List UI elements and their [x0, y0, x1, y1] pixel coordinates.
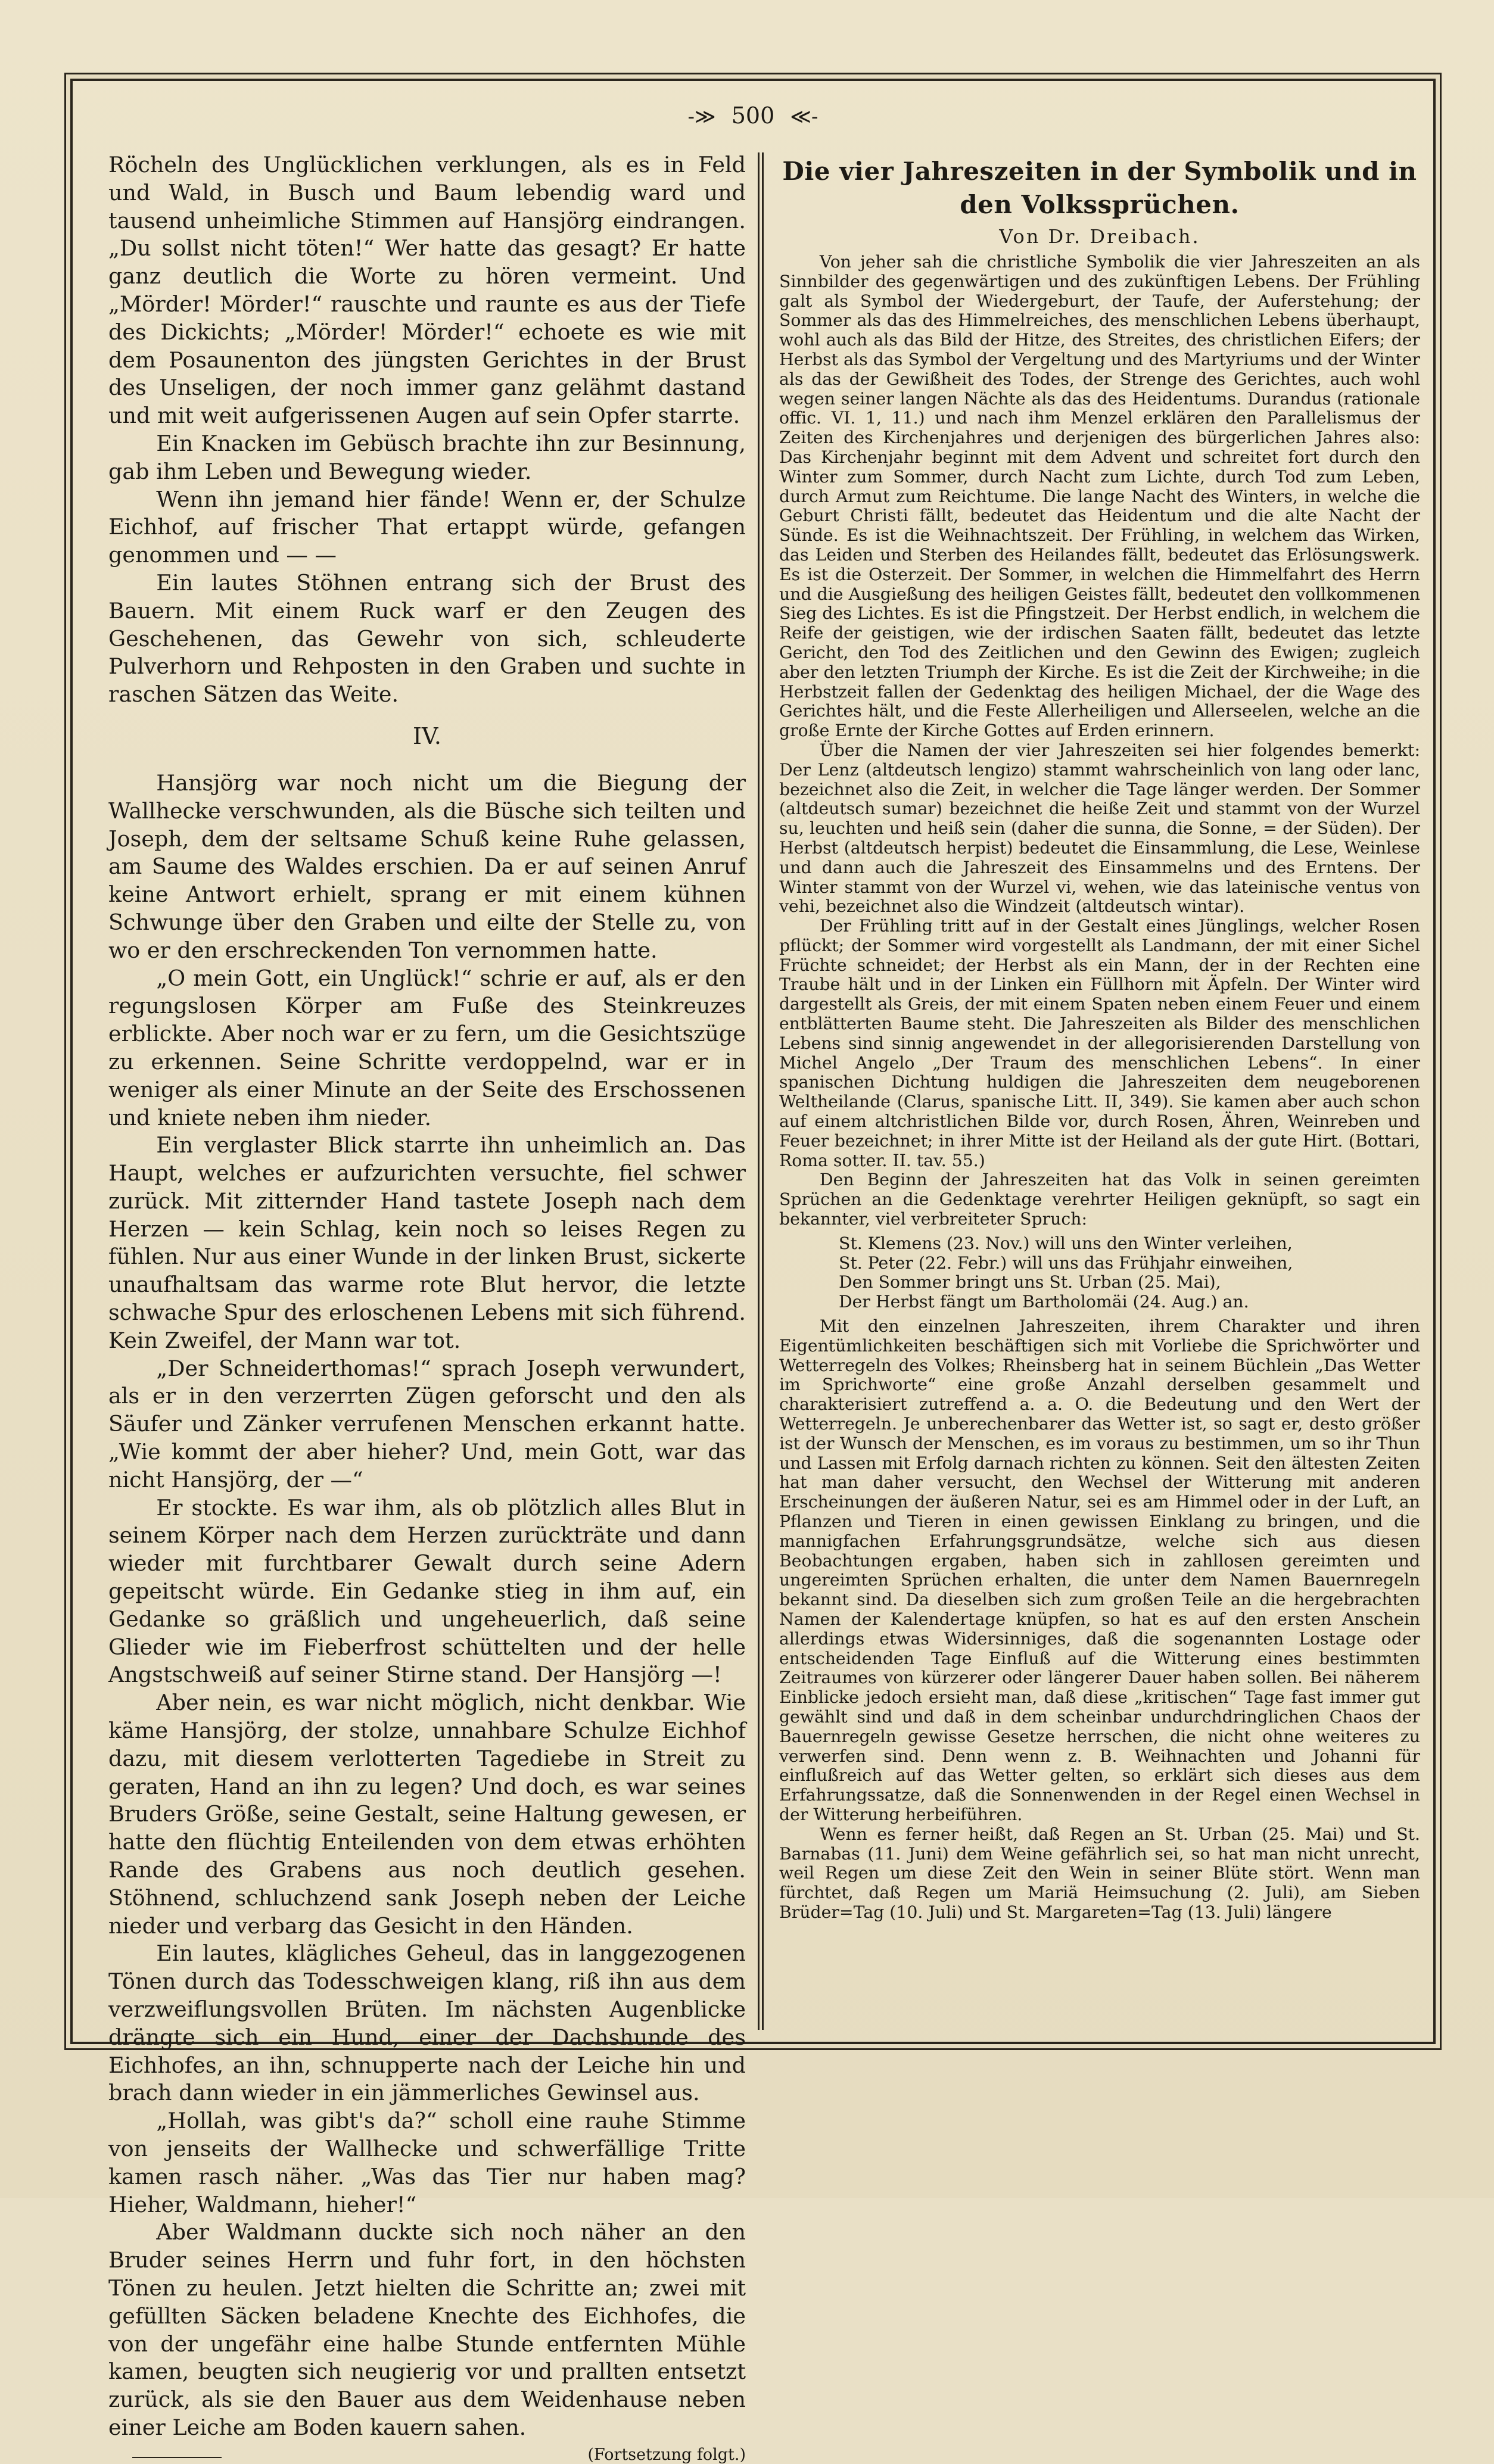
story-paragraph: „Der Schneiderthomas!“ sprach Joseph verwundert, als er in den verzerrten Zügen geforscht und den als Säufer und Zänker verrufenen Menschen erkannt hatte. „Wie kommt der aber hieher? Und, mein Gott, war das nicht Hansjörg, der —“: [108, 1355, 746, 1493]
header-ornament-right: ≪-: [790, 105, 818, 129]
header-ornament-left: -≫: [687, 105, 716, 129]
end-rule: [132, 2457, 222, 2458]
story-paragraph: Röcheln des Unglücklichen verklungen, als es in Feld und Wald, in Busch und Baum lebendig ward und tausend unheimliche Stimmen auf Hansjörg eindrangen. „Du sollst nicht töten!“ Wer hatte das gesagt? Er hatte ganz deutlich die Worte zu hören vermeint. Und „Mörder! Mörder!“ rauschte und raunte es aus der Tiefe des Dickichts; „Mörder! Mörder!“ echoete es wie mit dem Posaunenton des jüngsten Gerichtes in der Brust des Unseligen, der noch immer ganz gelähmt dastand und mit weit aufgerissenen Augen auf sein Opfer starrte.: [108, 152, 746, 429]
column-divider: [758, 152, 764, 2030]
chapter-number: IV.: [413, 722, 441, 749]
continuation-note: (Fortsetzung folgt.): [587, 2445, 746, 2464]
verse-line: Den Sommer bringt uns St. Urban (25. Mai),: [839, 1272, 1221, 1292]
article-paragraph: Den Beginn der Jahreszeiten hat das Volk in seinen gereimten Sprüchen an die Gedenktage verehrter Heiligen geknüpft, so sagt ein bekannter, viel verbreiteter Spruch:: [779, 1170, 1420, 1229]
article-author: Von Dr. Dreibach.: [999, 225, 1200, 248]
page-header: [73, 102, 1433, 129]
story-paragraph: Er stockte. Es war ihm, als ob plötzlich alles Blut in seinem Körper nach dem Herzen zurückträte und dann wieder mit furchtbarer Gewalt durch seine Adern gepeitscht würde. Ein Gedanke stieg in ihm auf, ein Gedanke so gräßlich und ungeheuerlich, daß seine Glieder wie im Fieberfrost schüttelten und der helle Angstschweiß auf seiner Stirne stand. Der Hansjörg —!: [108, 1494, 746, 1688]
story-paragraph: Hansjörg war noch nicht um die Biegung der Wallhecke verschwunden, als die Büsche sich teilten und Joseph, dem der seltsame Schuß keine Ruhe gelassen, am Saume des Waldes erschien. Da er auf seinen Anruf keine Antwort erhielt, sprang er mit einem kühnen Schwunge über den Graben und eilte der Stelle zu, von wo er den erschreckenden Ton vernommen hatte.: [108, 770, 746, 963]
left-column: [108, 151, 746, 2464]
story-paragraph: Wenn ihn jemand hier fände! Wenn er, der Schulze Eichhof, auf frischer That ertappt würde, gefangen genommen und — —: [108, 486, 746, 568]
page-number: 500: [731, 102, 775, 129]
verse-line: St. Peter (22. Febr.) will uns das Frühjahr einweihen,: [839, 1253, 1293, 1273]
article-paragraph: Mit den einzelnen Jahreszeiten, ihrem Charakter und ihren Eigentümlichkeiten beschäftigen sich mit Vorliebe die Sprichwörter und Wetterregeln des Volkes; Rheinsberg hat in seinem Büchlein „Das Wetter im Sprichworte“ eine große Anzahl derselben gesammelt und charakterisiert zutreffend a. a. O. die Bedeutung und den Wert der Wetterregeln. Je unberechenbarer das Wetter ist, so sagt er, desto größer ist der Wunsch der Menschen, es im voraus zu bestimmen, um so ihr Thun und Lassen mit Erfolg darnach richten zu können. Seit den ältesten Zeiten hat man daher versucht, den Wechsel der Witterung mit anderen Erscheinungen der äußeren Natur, sei es am Himmel oder in der Luft, an Pflanzen und Tieren in einen gewissen Einklang zu bringen, und die mannigfachen Erfahrungsgrundsätze, welche sich aus diesen Beobachtungen ergaben, haben sich in zahllosen gereimten und ungereimten Sprüchen erhalten, die unter dem Namen Bauernregeln bekannt sind. Da dieselben sich zum großen Teile an die hergebrachten Namen der Kalendertage knüpfen, so hat es auf den ersten Anschein allerdings etwas Widersinniges, daß die sogenannten Lostage oder entscheidenden Tage Einfluß auf die Witterung eines bestimmten Zeitraumes von kürzerer oder längerer Dauer haben sollen. Bei näherem Einblicke jedoch ersieht man, daß diese „kritischen“ Tage fast immer gut gewählt sind und daß in dem scheinbar undurchdringlichen Chaos der Bauernregeln gewisse Gesetze herrschen, die nicht ohne weiteres zu verwerfen sind. Denn wenn z. B. Weihnachten und Johanni für einflußreich auf das Wetter gelten, so erklärt sich dieses aus dem Erfahrungssatze, daß die Sonnenwenden in der Regel einen Wechsel in der Witterung herbeiführen.: [779, 1316, 1420, 1824]
article-title: Die vier Jahreszeiten in der Symbolik und in den Volkssprüchen.: [782, 157, 1417, 219]
article-paragraph: Der Frühling tritt auf in der Gestalt eines Jünglings, welcher Rosen pflückt; der Sommer wird vorgestellt als Landmann, der mit einer Sichel Früchte schneidet; der Herbst als ein Mann, der in der Rechten eine Traube hält und in der Linken ein Füllhorn mit Äpfeln. Der Winter wird dargestellt als Greis, der mit einem Spaten neben einem Feuer und einem entblätterten Baume steht. Die Jahreszeiten als Bilder des menschlichen Lebens sind sinnig angewendet in der allegorisierenden Darstellung von Michel Angelo „Der Traum des menschlichen Lebens“. In einer spanischen Dichtung huldigen die Jahreszeiten dem neugeborenen Weltheilande (Clarus, spanische Litt. II, 349). Sie kamen aber auch schon auf einem altchristlichen Bilde vor, durch Rosen, Ähren, Weinreben und Feuer bezeichnet; in ihrer Mitte ist der Heiland als der gute Hirt. (Bottari, Roma sotter. II. tav. 55.): [779, 916, 1420, 1170]
story-paragraph: Ein lautes Stöhnen entrang sich der Brust des Bauern. Mit einem Ruck warf er den Zeugen des Geschehenen, das Gewehr von sich, schleuderte Pulverhorn und Rehposten in den Graben und suchte in raschen Sätzen das Weite.: [108, 569, 746, 708]
verse-block: [839, 1234, 1420, 1312]
story-paragraph: „O mein Gott, ein Unglück!“ schrie er auf, als er den regungslosen Körper am Fuße des Steinkreuzes erblickte. Aber noch war er zu fern, um die Gesichtszüge zu erkennen. Seine Schritte verdoppelnd, war er in weniger als einer Minute an der Seite des Erschossenen und kniete neben ihm nieder.: [108, 965, 746, 1130]
story-paragraph: Ein verglaster Blick starrte ihn unheimlich an. Das Haupt, welches er aufzurichten versuchte, fiel schwer zurück. Mit zitternder Hand tastete Joseph nach dem Herzen — kein Schlag, kein noch so leises Regen zu fühlen. Nur aus einer Wunde in der linken Brust, sickerte unaufhaltsam das warme rote Blut hervor, die letzte schwache Spur des erloschenen Lebens mit sich führend. Kein Zweifel, der Mann war tot.: [108, 1132, 746, 1353]
story-end: [108, 2446, 746, 2464]
story-paragraph: Aber nein, es war nicht möglich, nicht denkbar. Wie käme Hansjörg, der stolze, unnahbare Schulze Eichhof dazu, mit diesem verlotterten Tagediebe in Streit zu geraten, Hand an ihn zu legen? Und doch, es war seines Bruders Größe, seine Gestalt, seine Haltung gewesen, er hatte den flüchtig Enteilenden von dem etwas erhöhten Rande des Grabens aus noch deutlich gesehen. Stöhnend, schluchzend sank Joseph neben der Leiche nieder und verbarg das Gesicht in den Händen.: [108, 1690, 746, 1939]
article-paragraph: Von jeher sah die christliche Symbolik die vier Jahreszeiten an als Sinnbilder des gegenwärtigen und des zukünftigen Lebens. Der Frühling galt als Symbol der Wiedergeburt, der Taufe, der Auferstehung; der Sommer als das des Himmelreiches, des menschlichen Lebens überhaupt, wohl auch als das Bild der Hitze, des Streites, des christlichen Eifers; der Herbst als das Symbol der Vergeltung und des Martyriums und der Winter als das der Gewißheit des Todes, der Strenge des Gerichtes, auch wohl wegen seiner langen Nächte als das des Heidentums. Durandus (rationale offic. VI. 1, 11.) und nach ihm Menzel erklären den Parallelismus der Zeiten des Kirchenjahres und derjenigen des bürgerlichen Jahres also: Das Kirchenjahr beginnt mit dem Advent und schreitet fort durch den Winter zum Sommer, durch Nacht zum Lichte, durch Tod zum Leben, durch Armut zum Reichtume. Die lange Nacht des Winters, in welche die Geburt Christi fällt, bedeutet das Heidentum und die alte Nacht der Sünde. Es ist die Weihnachtszeit. Der Frühling, in welchem das Wirken, das Leiden und Sterben des Heilandes fällt, bedeutet das Erlösungswerk. Es ist die Osterzeit. Der Sommer, in welchen die Himmelfahrt des Herrn und die Ausgießung des heiligen Geistes fällt, bedeutet den vollkommenen Sieg des Lichtes. Es ist die Pfingstzeit. Der Herbst endlich, in welchem die Reife der geistigen, wie der irdischen Saaten fällt, bedeutet das letzte Gericht, den Tod des Zeitlichen und den Gewinn des Ewigen; zugleich aber den letzten Triumph der Kirche. Es ist die Zeit der Kirchweihe; in die Herbstzeit fallen der Gedenktag des heiligen Michael, der die Wage des Gerichtes hält, und die Feste Allerheiligen und Allerseelen, welche an die große Ernte der Kirche Gottes auf Erden erinnern.: [779, 252, 1420, 741]
story-paragraph: Ein lautes, klägliches Geheul, das in langgezogenen Tönen durch das Todesschweigen klang, riß ihn aus dem verzweiflungsvollen Brüten. Im nächsten Augenblicke drängte sich ein Hund, einer der Dachshunde des Eichhofes, an ihn, schnupperte nach der Leiche hin und brach dann wieder in ein jämmerliches Gewinsel aus.: [108, 1940, 746, 2106]
story-paragraph: „Hollah, was gibt's da?“ scholl eine rauhe Stimme von jenseits der Wallhecke und schwerfällige Tritte kamen rasch näher. „Was das Tier nur haben mag? Hieher, Waldmann, hieher!“: [108, 2108, 746, 2217]
right-column: [779, 151, 1420, 2027]
article-paragraph: Über die Namen der vier Jahreszeiten sei hier folgendes bemerkt: Der Lenz (altdeutsch lengizo) stammt wahrscheinlich von lang oder lanc, bezeichnet also die Zeit, in welcher die Tage länger werden. Der Sommer (altdeutsch sumar) bezeichnet die heiße Zeit und stammt von der Wurzel su, leuchten und heiß sein (daher die sunna, die Sonne, = der Süden). Der Herbst (altdeutsch herpist) bedeutet die Einsammlung, die Lese, Weinlese und dann auch die Jahreszeit des Einsammelns und des Erntens. Der Winter stammt von der Wurzel vi, wehen, wie das lateinische ventus von vehi, bezeichnet also die Windzeit (altdeutsch wintar).: [779, 740, 1420, 917]
verse-line: St. Klemens (23. Nov.) will uns den Winter verleihen,: [839, 1233, 1293, 1253]
story-paragraph: Aber Waldmann duckte sich noch näher an den Bruder seines Herrn und fuhr fort, in den höchsten Tönen zu heulen. Jetzt hielten die Schritte an; zwei mit gefüllten Säcken beladene Knechte des Eichhofes, die von der ungefähr eine halbe Stunde entfernten Mühle kamen, beugten sich neugierig vor und prallten entsetzt zurück, als sie den Bauer aus dem Weidenhause neben einer Leiche am Boden kauern sahen.: [108, 2219, 746, 2440]
article-paragraph: Wenn es ferner heißt, daß Regen an St. Urban (25. Mai) und St. Barnabas (11. Juni) dem Weine gefährlich sei, so hat man nicht unrecht, weil Regen um diese Zeit den Wein in seiner Blüte stört. Wenn man fürchtet, daß Regen um Mariä Heimsuchung (2. Juli), am Sieben Brüder=Tag (10. Juli) und St. Margareten=Tag (13. Juli) längere: [779, 1824, 1420, 1922]
story-paragraph: Ein Knacken im Gebüsch brachte ihn zur Besinnung, gab ihm Leben und Bewegung wieder.: [108, 430, 746, 484]
page-frame: [70, 79, 1436, 2464]
verse-line: Der Herbst fängt um Bartholomäi (24. Aug.) an.: [839, 1292, 1249, 1312]
